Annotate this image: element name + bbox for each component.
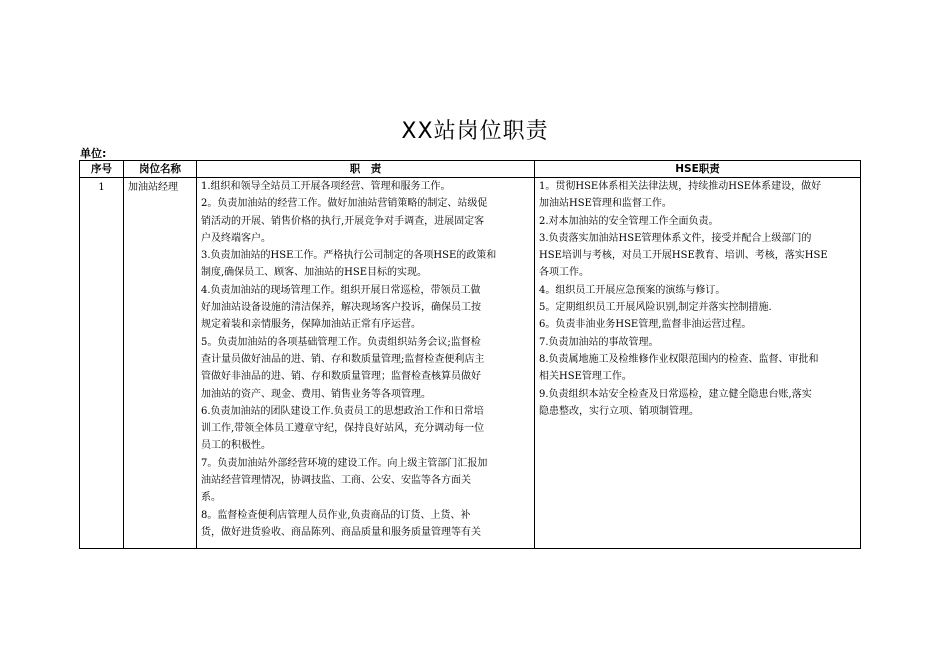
hse-line: 6。负责非油业务HSE管理,监督非油运营过程。	[539, 319, 752, 331]
duty-line: 员工的积极性。	[201, 440, 271, 452]
hse-line: 隐患整改，实行立项、销项制管理。	[539, 405, 699, 417]
duty-line: 规定着装和亲情服务，保障加油站正常有序运营。	[201, 319, 421, 331]
hse-line: 2.对本加油站的安全管理工作全面负责。	[539, 215, 719, 227]
duty-table	[79, 160, 861, 549]
document-title: XX站岗位职责	[401, 119, 549, 144]
hse-line: 加油站HSE管理和监督工作。	[539, 198, 672, 210]
duty-line: 查计量员做好油品的进、销、存和数质量管理;监督检查便利店主	[201, 353, 485, 365]
table-row	[80, 178, 861, 549]
duty-line: 货，做好进货验收、商品陈列、商品质量和服务质量管理等有关	[201, 526, 481, 538]
duty-line: 系。	[201, 492, 221, 504]
hse-line: 相关HSE管理工作。	[539, 371, 632, 383]
duty-line: 加油站的资产、现金、费用、销售业务等各项管理。	[201, 388, 431, 400]
duty-line: 训工作,带领全体员工遵章守纪，保持良好站风，充分调动每一位	[201, 423, 485, 435]
header-duty: 职 责	[197, 161, 535, 178]
hse-line: 7.负责加油站的事故管理。	[539, 336, 659, 348]
row-seq: 1	[80, 178, 124, 549]
duty-line: 销活动的开展、销售价格的执行,开展竞争对手调查，进展固定客	[201, 215, 485, 227]
hse-line: 9.负责组织本站安全检查及日常巡检，建立健全隐患台账,落实	[539, 388, 812, 400]
duty-line: 3.负责加油站的HSE工作。严格执行公司制定的各项HSE的政策和	[201, 250, 497, 262]
duty-line: 2。负责加油站的经营工作。做好加油站营销策略的制定、站级促	[201, 198, 488, 210]
hse-line: 8.负责属地施工及检维修作业权限范围内的检查、监督、审批和	[539, 353, 819, 365]
row-hse-cell	[535, 178, 861, 549]
hse-line: 3.负责落实加油站HSE管理体系文件，接受并配合上级部门的	[539, 232, 812, 244]
duty-line: 7。负责加油站外部经营环境的建设工作。向上级主管部门汇报加	[201, 457, 488, 469]
hse-line: 各项工作。	[539, 267, 589, 279]
header-post: 岗位名称	[124, 161, 197, 178]
hse-line: 1。贯彻HSE体系相关法律法规，持续推动HSE体系建设，做好	[539, 181, 822, 192]
hse-line: HSE培训与考核，对员工开展HSE教育、培训、考核，落实HSE	[539, 250, 828, 262]
duty-line: 8。监督检查便利店管理人员作业,负责商品的订货、上货、补	[201, 509, 471, 521]
duty-line: 1.组织和领导全站员工开展各项经营、管理和服务工作。	[201, 181, 451, 192]
unit-label: 单位:	[80, 147, 107, 160]
duty-line: 户及终端客户。	[201, 232, 271, 244]
row-duty-cell	[197, 178, 535, 549]
hse-line: 4。组织员工开展应急预案的演练与修订。	[539, 284, 726, 296]
duty-line: 油站经营管理情况，协调技监、工商、公安、安监等各方面关	[201, 475, 471, 487]
row-post: 加油站经理	[124, 178, 197, 549]
hse-line: 5。定期组织员工开展风险识别,制定并落实控制措施.	[539, 302, 772, 314]
duty-line: 5。负责加油站的各项基础管理工作。负责组织站务会议;监督检	[201, 336, 481, 348]
duty-line: 6.负责加油站的团队建设工作.负责员工的思想政治工作和日常培	[201, 405, 484, 417]
header-hse: HSE职责	[535, 161, 861, 178]
duty-line: 4.负责加油站的现场管理工作。组织开展日常巡检，带领员工做	[201, 284, 481, 296]
table-header-row	[80, 161, 861, 178]
header-seq: 序号	[80, 161, 124, 178]
duty-line: 制度,确保员工、顾客、加油站的HSE目标的实现。	[201, 267, 428, 279]
duty-line: 管做好非油品的进、销、存和数质量管理；监督检查核算员做好	[201, 371, 481, 383]
duty-line: 好加油站设备设施的清洁保养，解决现场客户投诉，确保员工按	[201, 302, 481, 314]
